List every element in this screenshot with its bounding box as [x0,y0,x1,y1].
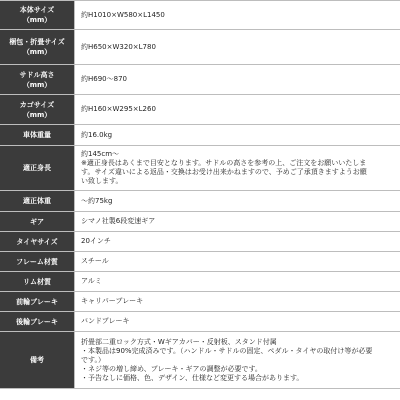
spec-row-gear [0,212,400,232]
spec-value: 約H160×W295×L260 [75,95,400,125]
spec-label: カゴサイズ （mm） [0,95,75,125]
spec-row-front-brake [0,292,400,312]
spec-label: 車体重量 [0,125,75,146]
spec-label: フレーム材質 [0,252,75,272]
spec-value: アルミ [75,272,400,292]
spec-label: 適正身長 [0,146,75,191]
spec-row-rim-material [0,272,400,292]
spec-label: 本体サイズ （mm） [0,1,75,30]
spec-label: 備考 [0,332,75,389]
spec-value: 〜約75kg [75,191,400,212]
spec-label: リム材質 [0,272,75,292]
spec-row-body-size [0,1,400,30]
spec-row-weight [0,125,400,146]
spec-row-height-range [0,146,400,191]
spec-row-frame-material [0,252,400,272]
spec-value: キャリパーブレーキ [75,292,400,312]
spec-label: 適正体重 [0,191,75,212]
spec-row-weight-limit [0,191,400,212]
spec-row-notes [0,332,400,389]
spec-row-folded-size [0,30,400,65]
spec-value: 約145cm〜 ※適正身長はあくまで目安となります。サドルの高さを参考の上、ご注文をお願いいたしま す。サイズ違いによる返品・交換はお受け出来かねますので、予めご了承頂きますようお願 い致します。 [75,146,400,191]
spec-value: 約16.0kg [75,125,400,146]
spec-value: 折畳部二重ロック方式・Wギアカバー・反射板、スタンド付属 ・本製品は90%完成済みです。（ハンドル・サドルの固定、ペダル・タイヤの取付け等が必要 です。） ・ネジ等の増し締め、ブレーキ・ギアの調整が必要です。 ・予告なしに価格、色、デザイン、仕様など変更する場合があります。 [75,332,400,389]
spec-label: 前輪ブレーキ [0,292,75,312]
spec-row-rear-brake [0,312,400,332]
spec-label: 後輪ブレーキ [0,312,75,332]
spec-value: 約H1010×W580×L1450 [75,1,400,30]
spec-value: シマノ社製6段変速ギア [75,212,400,232]
spec-value: スチール [75,252,400,272]
spec-label: サドル高さ （mm） [0,65,75,95]
spec-row-basket-size [0,95,400,125]
spec-value: 約H690〜870 [75,65,400,95]
spec-value: バンドブレーキ [75,312,400,332]
spec-label: ギア [0,212,75,232]
spec-label: タイヤサイズ [0,232,75,252]
spec-row-tire-size [0,232,400,252]
spec-value: 約H650×W320×L780 [75,30,400,65]
spec-row-saddle-height [0,65,400,95]
spec-value: 20インチ [75,232,400,252]
spec-label: 梱包・折畳サイズ （mm） [0,30,75,65]
